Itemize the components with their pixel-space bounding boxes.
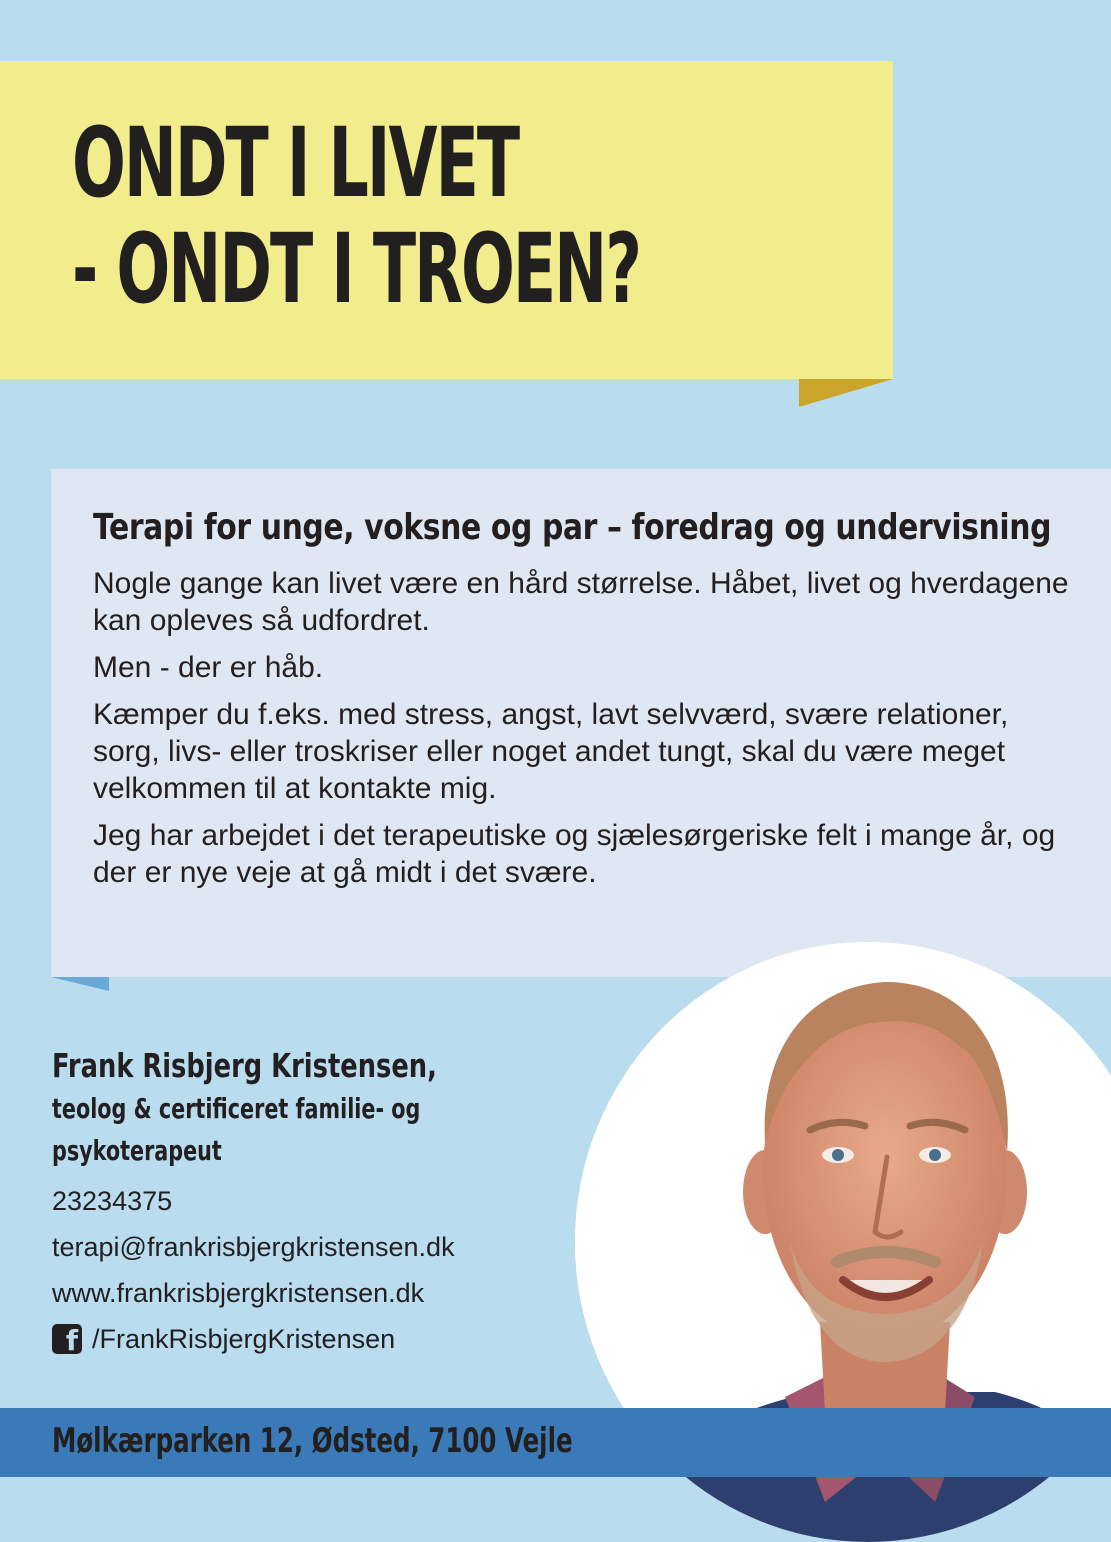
contact-title-line-1: teolog & certificeret familie- og [52, 1092, 421, 1125]
contact-block [52, 1044, 532, 1362]
contact-name: Frank Risbjerg Kristensen, [52, 1046, 437, 1085]
facebook-icon: f [52, 1324, 82, 1354]
headline [72, 107, 640, 325]
card-paragraph: Nogle gange kan livet være en hård størrelse. Håbet, livet og hverdagene kan opleves så udfordret. [93, 567, 1069, 637]
info-card [51, 469, 1111, 977]
card-title: Terapi for unge, voksne og par – foredrag og undervisning [93, 507, 1052, 548]
headline-line-2: - ONDT I TROEN? [72, 213, 640, 325]
card-paragraph: Men - der er håb. [93, 651, 324, 684]
phone-number[interactable]: 23234375 [52, 1186, 173, 1216]
facebook-handle: /FrankRisbjergKristensen [92, 1324, 396, 1354]
email-link[interactable]: terapi@frankrisbjergkristensen.dk [52, 1232, 455, 1262]
headline-banner-fold [799, 379, 893, 407]
card-paragraph: Kæmper du f.eks. med stress, angst, lavt selvværd, svære relationer, sorg, livs- eller troskriser eller noget andet tungt, skal du være meget velkommen til at kontakte mig. [93, 698, 1009, 805]
contact-title-line-2: psykoterapeut [52, 1134, 222, 1167]
address: Mølkærparken 12, Ødsted, 7100 Vejle [52, 1421, 573, 1461]
headline-line-1: ONDT I LIVET [72, 107, 519, 219]
card-paragraph: Jeg har arbejdet i det terapeutiske og sjælesørgeriske felt i mange år, og der er nye veje at gå midt i det svære. [93, 819, 1056, 889]
facebook-link[interactable] [52, 1316, 532, 1362]
info-card-fold [51, 977, 109, 991]
website-link[interactable]: www.frankrisbjergkristensen.dk [52, 1278, 425, 1308]
